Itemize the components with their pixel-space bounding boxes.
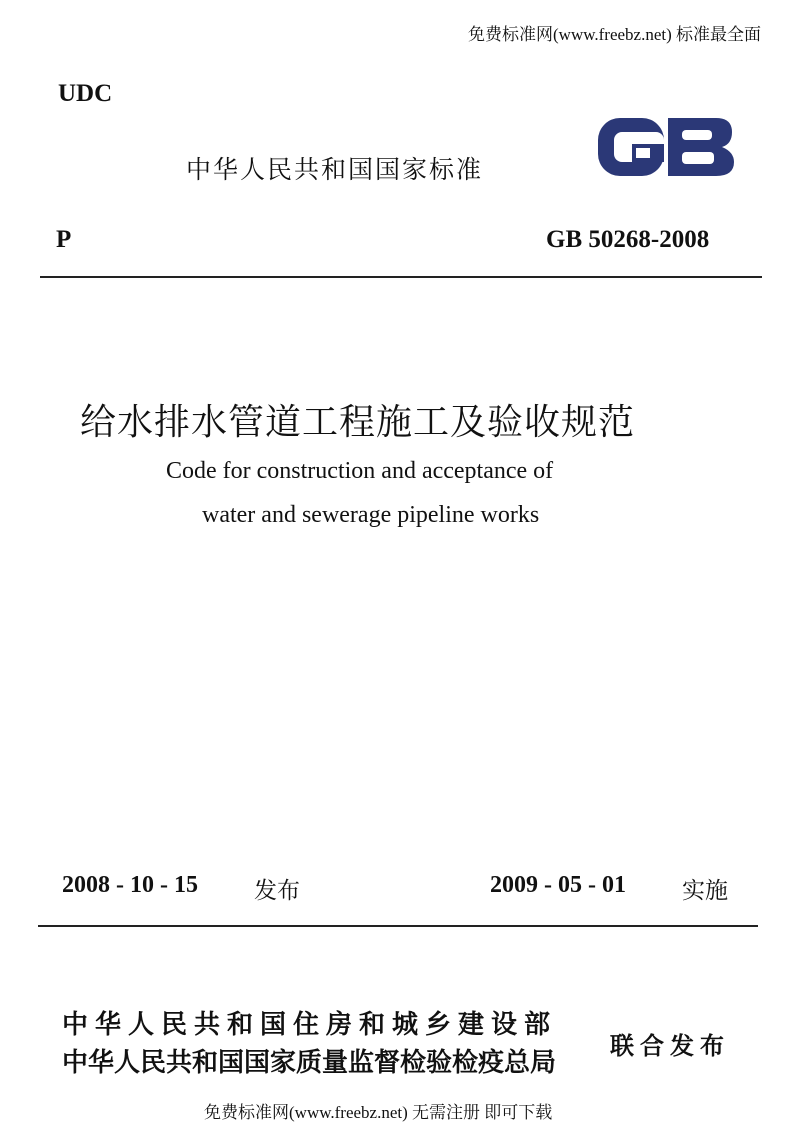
udc-label: UDC: [58, 80, 113, 107]
watermark-top: 免费标准网(www.freebz.net) 标准最全面: [468, 25, 762, 44]
standard-number: GB 50268-2008: [546, 226, 710, 253]
date-divider: [38, 925, 758, 927]
issuer-ministry: 中华人民共和国住房和城乡建设部: [62, 1010, 558, 1040]
watermark-bottom: 免费标准网(www.freebz.net) 无需注册 即可下载: [204, 1103, 553, 1122]
joint-release-label: 联合发布: [610, 1032, 730, 1060]
title-chinese: 给水排水管道工程施工及验收规范: [80, 402, 636, 442]
effective-label: 实施: [682, 878, 728, 904]
title-english-line1: Code for construction and acceptance of: [166, 458, 554, 484]
category-code: P: [56, 226, 72, 253]
header-divider: [40, 276, 762, 278]
issue-date: 2008 - 10 - 15: [62, 872, 198, 898]
gb-logo: [596, 112, 736, 182]
effective-date: 2009 - 05 - 01: [490, 872, 626, 898]
national-standard-heading: 中华人民共和国国家标准: [186, 155, 484, 184]
issue-label: 发布: [254, 878, 300, 904]
issuer-aqsiq: 中华人民共和国国家质量监督检验检疫总局: [62, 1048, 557, 1078]
title-english-line2: water and sewerage pipeline works: [202, 502, 540, 528]
